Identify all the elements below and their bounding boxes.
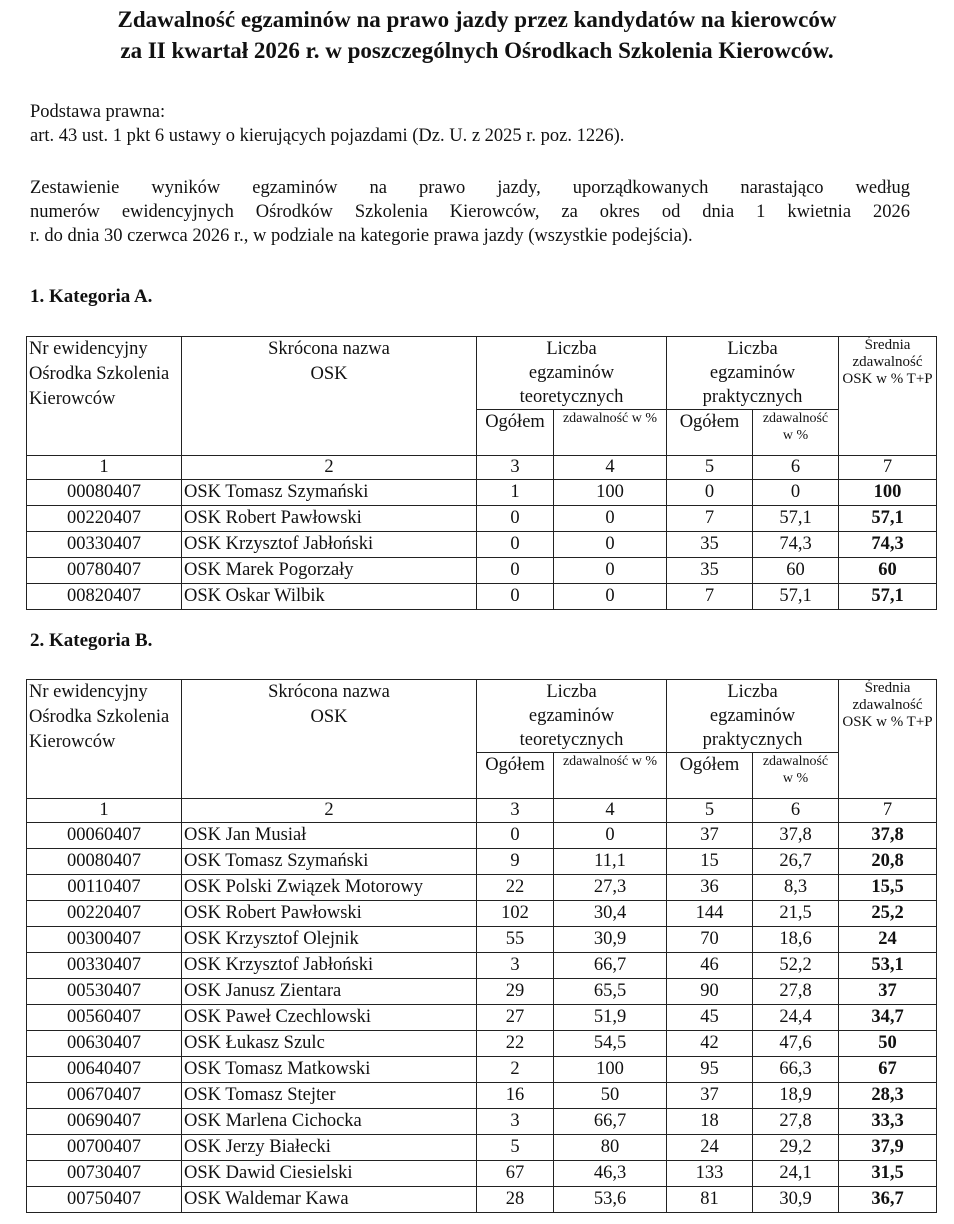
- theory-pass-cell: 0: [554, 584, 667, 610]
- legal-basis: [30, 100, 910, 148]
- nr-cell: 00330407: [27, 953, 182, 979]
- theory-pass-cell: 11,1: [554, 849, 667, 875]
- practice-pass-cell: 66,3: [753, 1057, 839, 1083]
- category-a-rows: [27, 480, 937, 610]
- header-theory-total: Ogółem: [477, 753, 554, 799]
- col-num: 7: [839, 799, 937, 823]
- nr-cell: 00700407: [27, 1135, 182, 1161]
- table-row: [27, 927, 937, 953]
- practice-pass-cell: 26,7: [753, 849, 839, 875]
- name-cell: OSK Waldemar Kawa: [182, 1187, 477, 1213]
- column-number-row: [27, 456, 937, 480]
- avg-cell: 33,3: [839, 1109, 937, 1135]
- name-cell: OSK Tomasz Szymański: [182, 849, 477, 875]
- avg-cell: 36,7: [839, 1187, 937, 1213]
- table-row: [27, 1005, 937, 1031]
- avg-cell: 24: [839, 927, 937, 953]
- header-nr: Nr ewidencyjny Ośrodka Szkolenia Kierowców: [27, 337, 182, 456]
- nr-cell: 00530407: [27, 979, 182, 1005]
- nr-cell: 00220407: [27, 901, 182, 927]
- legal-basis-text: art. 43 ust. 1 pkt 6 ustawy o kierujących pojazdami (Dz. U. z 2025 r. poz. 1226).: [30, 126, 625, 146]
- name-cell: OSK Robert Pawłowski: [182, 901, 477, 927]
- practice-total-cell: 24: [667, 1135, 753, 1161]
- table-row: [27, 506, 937, 532]
- table-row: [27, 1031, 937, 1057]
- theory-total-cell: 22: [477, 875, 554, 901]
- theory-pass-cell: 54,5: [554, 1031, 667, 1057]
- practice-total-cell: 7: [667, 584, 753, 610]
- table-row: [27, 901, 937, 927]
- practice-total-cell: 37: [667, 823, 753, 849]
- theory-pass-cell: 100: [554, 480, 667, 506]
- nr-cell: 00750407: [27, 1187, 182, 1213]
- col-num: 2: [182, 799, 477, 823]
- theory-pass-cell: 100: [554, 1057, 667, 1083]
- name-cell: OSK Marek Pogorzały: [182, 558, 477, 584]
- document-title: [0, 4, 954, 66]
- theory-total-cell: 2: [477, 1057, 554, 1083]
- avg-cell: 34,7: [839, 1005, 937, 1031]
- nr-cell: 00690407: [27, 1109, 182, 1135]
- results-table-category-b: [26, 679, 937, 1213]
- intro-line-1: Zestawienie wyników egzaminów na prawo jazdy, uporządkowanych narastająco według: [30, 178, 910, 198]
- name-cell: OSK Tomasz Stejter: [182, 1083, 477, 1109]
- theory-pass-cell: 51,9: [554, 1005, 667, 1031]
- avg-cell: 37,8: [839, 823, 937, 849]
- practice-total-cell: 7: [667, 506, 753, 532]
- theory-total-cell: 0: [477, 506, 554, 532]
- table-row: [27, 584, 937, 610]
- avg-cell: 60: [839, 558, 937, 584]
- header-avg: Średnia zdawalność OSK w % T+P: [839, 337, 937, 456]
- column-number-row: [27, 799, 937, 823]
- theory-total-cell: 3: [477, 1109, 554, 1135]
- practice-total-cell: 35: [667, 532, 753, 558]
- theory-total-cell: 0: [477, 532, 554, 558]
- nr-cell: 00730407: [27, 1161, 182, 1187]
- name-cell: OSK Robert Pawłowski: [182, 506, 477, 532]
- practice-total-cell: 36: [667, 875, 753, 901]
- col-num: 5: [667, 456, 753, 480]
- col-num: 7: [839, 456, 937, 480]
- table-row: [27, 953, 937, 979]
- table-row: [27, 1135, 937, 1161]
- name-cell: OSK Dawid Ciesielski: [182, 1161, 477, 1187]
- col-num: 3: [477, 799, 554, 823]
- table-row: [27, 558, 937, 584]
- practice-total-cell: 15: [667, 849, 753, 875]
- table-row: [27, 1187, 937, 1213]
- title-line-1: Zdawalność egzaminów na prawo jazdy przez kandydatów na kierowców: [117, 7, 837, 32]
- name-cell: OSK Marlena Cichocka: [182, 1109, 477, 1135]
- table-row: [27, 979, 937, 1005]
- table-row: [27, 532, 937, 558]
- practice-pass-cell: 47,6: [753, 1031, 839, 1057]
- name-cell: OSK Janusz Zientara: [182, 979, 477, 1005]
- theory-pass-cell: 46,3: [554, 1161, 667, 1187]
- practice-total-cell: 42: [667, 1031, 753, 1057]
- nr-cell: 00080407: [27, 480, 182, 506]
- theory-total-cell: 9: [477, 849, 554, 875]
- col-num: 1: [27, 799, 182, 823]
- header-practice-pass: zdawalność w %: [753, 753, 839, 799]
- col-num: 6: [753, 456, 839, 480]
- practice-pass-cell: 74,3: [753, 532, 839, 558]
- header-name: Skrócona nazwa OSK: [182, 337, 477, 456]
- table-row: [27, 875, 937, 901]
- table-row: [27, 823, 937, 849]
- name-cell: OSK Jerzy Białecki: [182, 1135, 477, 1161]
- nr-cell: 00670407: [27, 1083, 182, 1109]
- theory-pass-cell: 0: [554, 558, 667, 584]
- name-cell: OSK Tomasz Matkowski: [182, 1057, 477, 1083]
- avg-cell: 100: [839, 480, 937, 506]
- avg-cell: 20,8: [839, 849, 937, 875]
- col-num: 6: [753, 799, 839, 823]
- practice-total-cell: 90: [667, 979, 753, 1005]
- header-theory-pass: zdawalność w %: [554, 753, 667, 799]
- table-row: [27, 480, 937, 506]
- avg-cell: 15,5: [839, 875, 937, 901]
- theory-total-cell: 28: [477, 1187, 554, 1213]
- practice-pass-cell: 37,8: [753, 823, 839, 849]
- nr-cell: 00820407: [27, 584, 182, 610]
- header-practice: Liczba egzaminów praktycznych: [667, 680, 839, 753]
- legal-basis-label: Podstawa prawna:: [30, 102, 166, 122]
- theory-total-cell: 102: [477, 901, 554, 927]
- practice-pass-cell: 24,4: [753, 1005, 839, 1031]
- practice-pass-cell: 29,2: [753, 1135, 839, 1161]
- intro-paragraph: [30, 176, 910, 248]
- header-avg: Średnia zdawalność OSK w % T+P: [839, 680, 937, 799]
- table-row: [27, 1057, 937, 1083]
- theory-total-cell: 67: [477, 1161, 554, 1187]
- avg-cell: 37,9: [839, 1135, 937, 1161]
- col-num: 4: [554, 799, 667, 823]
- theory-total-cell: 22: [477, 1031, 554, 1057]
- nr-cell: 00630407: [27, 1031, 182, 1057]
- table-row: [27, 1161, 937, 1187]
- nr-cell: 00110407: [27, 875, 182, 901]
- theory-pass-cell: 30,4: [554, 901, 667, 927]
- theory-total-cell: 55: [477, 927, 554, 953]
- practice-pass-cell: 24,1: [753, 1161, 839, 1187]
- nr-cell: 00330407: [27, 532, 182, 558]
- header-theory: Liczba egzaminów teoretycznych: [477, 337, 667, 410]
- intro-line-2: numerów ewidencyjnych Ośrodków Szkolenia Kierowców, za okres od dnia 1 kwietnia 2026: [30, 202, 910, 222]
- nr-cell: 00640407: [27, 1057, 182, 1083]
- nr-cell: 00080407: [27, 849, 182, 875]
- section-heading-a: 1. Kategoria A.: [30, 286, 153, 307]
- theory-total-cell: 0: [477, 823, 554, 849]
- theory-pass-cell: 0: [554, 823, 667, 849]
- table-row: [27, 1083, 937, 1109]
- header-practice-total: Ogółem: [667, 753, 753, 799]
- practice-total-cell: 37: [667, 1083, 753, 1109]
- practice-pass-cell: 52,2: [753, 953, 839, 979]
- theory-total-cell: 16: [477, 1083, 554, 1109]
- avg-cell: 57,1: [839, 506, 937, 532]
- title-line-2: za II kwartał 2026 r. w poszczególnych Ośrodkach Szkolenia Kierowców.: [120, 38, 834, 63]
- section-heading-b: 2. Kategoria B.: [30, 630, 153, 651]
- practice-pass-cell: 27,8: [753, 1109, 839, 1135]
- practice-total-cell: 133: [667, 1161, 753, 1187]
- name-cell: OSK Krzysztof Jabłoński: [182, 532, 477, 558]
- col-num: 5: [667, 799, 753, 823]
- practice-total-cell: 46: [667, 953, 753, 979]
- header-nr: Nr ewidencyjny Ośrodka Szkolenia Kierowców: [27, 680, 182, 799]
- avg-cell: 50: [839, 1031, 937, 1057]
- header-theory-pass: zdawalność w %: [554, 410, 667, 456]
- name-cell: OSK Polski Związek Motorowy: [182, 875, 477, 901]
- name-cell: OSK Krzysztof Olejnik: [182, 927, 477, 953]
- avg-cell: 57,1: [839, 584, 937, 610]
- avg-cell: 67: [839, 1057, 937, 1083]
- results-table-category-a: [26, 336, 937, 610]
- theory-total-cell: 0: [477, 584, 554, 610]
- name-cell: OSK Oskar Wilbik: [182, 584, 477, 610]
- theory-total-cell: 0: [477, 558, 554, 584]
- theory-total-cell: 3: [477, 953, 554, 979]
- theory-pass-cell: 0: [554, 532, 667, 558]
- practice-total-cell: 81: [667, 1187, 753, 1213]
- theory-pass-cell: 66,7: [554, 953, 667, 979]
- practice-pass-cell: 57,1: [753, 506, 839, 532]
- practice-total-cell: 45: [667, 1005, 753, 1031]
- name-cell: OSK Tomasz Szymański: [182, 480, 477, 506]
- col-num: 1: [27, 456, 182, 480]
- header-theory: Liczba egzaminów teoretycznych: [477, 680, 667, 753]
- theory-pass-cell: 80: [554, 1135, 667, 1161]
- header-theory-total: Ogółem: [477, 410, 554, 456]
- header-practice-pass: zdawalność w %: [753, 410, 839, 456]
- name-cell: OSK Paweł Czechlowski: [182, 1005, 477, 1031]
- table-row: [27, 849, 937, 875]
- theory-pass-cell: 30,9: [554, 927, 667, 953]
- theory-total-cell: 1: [477, 480, 554, 506]
- header-practice: Liczba egzaminów praktycznych: [667, 337, 839, 410]
- nr-cell: 00780407: [27, 558, 182, 584]
- header-name: Skrócona nazwa OSK: [182, 680, 477, 799]
- table-row: [27, 1109, 937, 1135]
- col-num: 2: [182, 456, 477, 480]
- practice-total-cell: 18: [667, 1109, 753, 1135]
- col-num: 3: [477, 456, 554, 480]
- theory-pass-cell: 50: [554, 1083, 667, 1109]
- avg-cell: 28,3: [839, 1083, 937, 1109]
- avg-cell: 74,3: [839, 532, 937, 558]
- theory-pass-cell: 27,3: [554, 875, 667, 901]
- theory-pass-cell: 66,7: [554, 1109, 667, 1135]
- avg-cell: 25,2: [839, 901, 937, 927]
- practice-pass-cell: 0: [753, 480, 839, 506]
- avg-cell: 53,1: [839, 953, 937, 979]
- practice-pass-cell: 57,1: [753, 584, 839, 610]
- name-cell: OSK Jan Musiał: [182, 823, 477, 849]
- practice-pass-cell: 8,3: [753, 875, 839, 901]
- practice-total-cell: 0: [667, 480, 753, 506]
- nr-cell: 00060407: [27, 823, 182, 849]
- practice-pass-cell: 30,9: [753, 1187, 839, 1213]
- name-cell: OSK Krzysztof Jabłoński: [182, 953, 477, 979]
- practice-pass-cell: 60: [753, 558, 839, 584]
- practice-total-cell: 95: [667, 1057, 753, 1083]
- avg-cell: 31,5: [839, 1161, 937, 1187]
- name-cell: OSK Łukasz Szulc: [182, 1031, 477, 1057]
- col-num: 4: [554, 456, 667, 480]
- theory-pass-cell: 53,6: [554, 1187, 667, 1213]
- avg-cell: 37: [839, 979, 937, 1005]
- nr-cell: 00300407: [27, 927, 182, 953]
- nr-cell: 00560407: [27, 1005, 182, 1031]
- theory-total-cell: 29: [477, 979, 554, 1005]
- nr-cell: 00220407: [27, 506, 182, 532]
- practice-total-cell: 70: [667, 927, 753, 953]
- intro-line-3: r. do dnia 30 czerwca 2026 r., w podziale na kategorie prawa jazdy (wszystkie podejścia).: [30, 226, 693, 246]
- theory-total-cell: 27: [477, 1005, 554, 1031]
- practice-pass-cell: 18,9: [753, 1083, 839, 1109]
- theory-pass-cell: 65,5: [554, 979, 667, 1005]
- practice-total-cell: 35: [667, 558, 753, 584]
- theory-pass-cell: 0: [554, 506, 667, 532]
- practice-pass-cell: 27,8: [753, 979, 839, 1005]
- header-practice-total: Ogółem: [667, 410, 753, 456]
- theory-total-cell: 5: [477, 1135, 554, 1161]
- category-b-rows: [27, 823, 937, 1213]
- practice-pass-cell: 18,6: [753, 927, 839, 953]
- practice-pass-cell: 21,5: [753, 901, 839, 927]
- practice-total-cell: 144: [667, 901, 753, 927]
